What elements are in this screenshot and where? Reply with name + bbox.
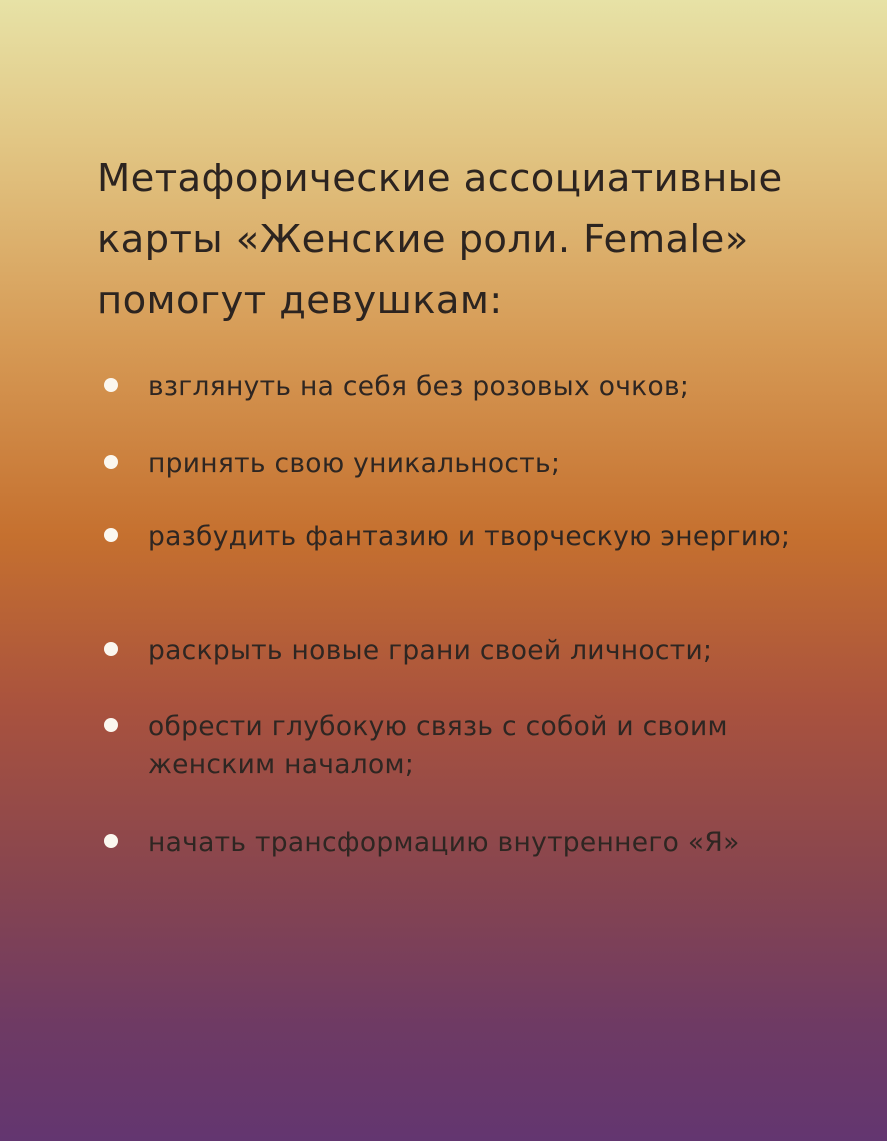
list-item-text: обрести глубокую связь с собой и своим женским началом; [148,711,728,780]
bullet-dot-icon [104,455,118,469]
bullet-dot-icon [104,528,118,542]
bullet-dot-icon [104,834,118,848]
bullet-dot-icon [104,718,118,732]
bullet-dot-icon [104,378,118,392]
title-line: карты «Женские роли. Female» [97,217,749,262]
list-item-text: начать трансформацию внутреннего «Я» [148,827,740,858]
list-item-text: взглянуть на себя без розовых очков; [148,371,690,402]
list-item-text: разбудить фантазию и творческую энергию; [148,521,791,552]
title-line: помогут девушкам: [97,278,503,323]
bullet-dot-icon [104,642,118,656]
list-item-text: принять свою уникальность; [148,448,561,479]
list-item-text: раскрыть новые грани своей личности; [148,635,713,666]
title-line: Метафорические ассоциативные [97,156,783,201]
